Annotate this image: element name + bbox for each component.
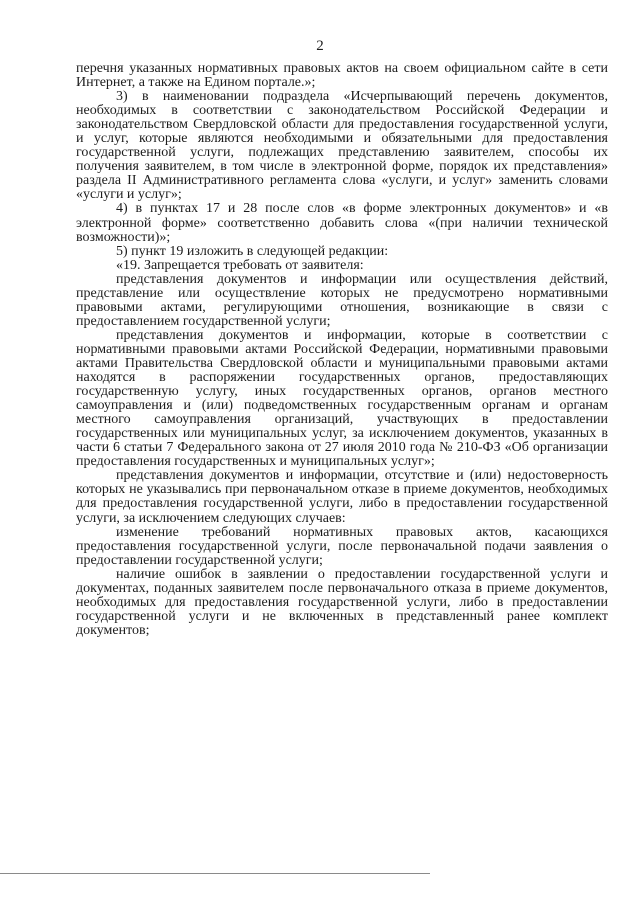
- paragraph-item-3: 3) в наименовании подраздела «Исчерпывающий перечень документов, необходимых в соответствии с законодательством Российской Федерации и законодательством Свердловской области для предоставления государственной услуги, и услуг, которые являются необходимыми и обязательными для предоставления государственной услуги, подлежащих представлению заявителем, способы их получения заявителем, в том числе в электронной форме, порядок их представления» раздела II Административного регламента слова «услуги, и услуг» заменить словами «услуги и услуг»;: [76, 89, 608, 203]
- paragraph-clause-19: «19. Запрещается требовать от заявителя:: [116, 257, 364, 273]
- scan-edge-line: [0, 873, 430, 874]
- paragraph-exception-1: изменение требований нормативных правовых актов, касающихся предоставления государственной услуги, после первоначальной подачи заявления о предоставлении государственной услуги;: [76, 524, 608, 568]
- paragraph-prohibition-2: представления документов и информации, которые в соответствии с нормативными правовыми актами Российской Федерации, нормативными правовыми актами Правительства Свердловской области и муниципальными правовыми актами находятся в распоряжении государственных органов, предоставляющих государственную услугу, иных государственных органов, органов местного самоуправления и (или) подведомственных государственным органам и органам местного самоуправления организаций, участвующих в предоставлении государственных или муниципальных услуг, за исключением документов, указанных в части 6 статьи 7 Федерального закона от 27 июля 2010 года № 210-ФЗ «Об организации предоставления государственных и муниципальных услуг»;: [76, 327, 608, 470]
- paragraph-prohibition-1: представления документов и информации или осуществления действий, представление или осуществление которых не предусмотрено нормативными правовыми актами, регулирующими отношения, возникающие в связи с предоставлением государственной услуги;: [76, 271, 608, 329]
- paragraph-exception-2: наличие ошибок в заявлении о предоставлении государственной услуги и документах, поданных заявителем после первоначального отказа в приеме документов, необходимых для предоставления государственной услуги, либо в предоставлении государственной услуги и не включенных в представленный ранее комплект документов;: [76, 566, 608, 638]
- document-body: [76, 62, 608, 638]
- paragraph-item-5: 5) пункт 19 изложить в следующей редакции:: [116, 243, 389, 259]
- paragraph-prohibition-3: представления документов и информации, отсутствие и (или) недостоверность которых не указывались при первоначальном отказе в приеме документов, необходимых для предоставления государственной услуги, либо в предоставлении государственной услуги, за исключением следующих случаев:: [76, 468, 608, 526]
- paragraph-continuation: перечня указанных нормативных правовых актов на своем официальном сайте в сети Интернет, а также на Едином портале.»;: [76, 61, 608, 91]
- page-number: 2: [316, 38, 324, 54]
- paragraph-item-4: 4) в пунктах 17 и 28 после слов «в форме электронных документов» и «в электронной форме» соответственно добавить слова «(при наличии технической возможности)»;: [76, 201, 608, 245]
